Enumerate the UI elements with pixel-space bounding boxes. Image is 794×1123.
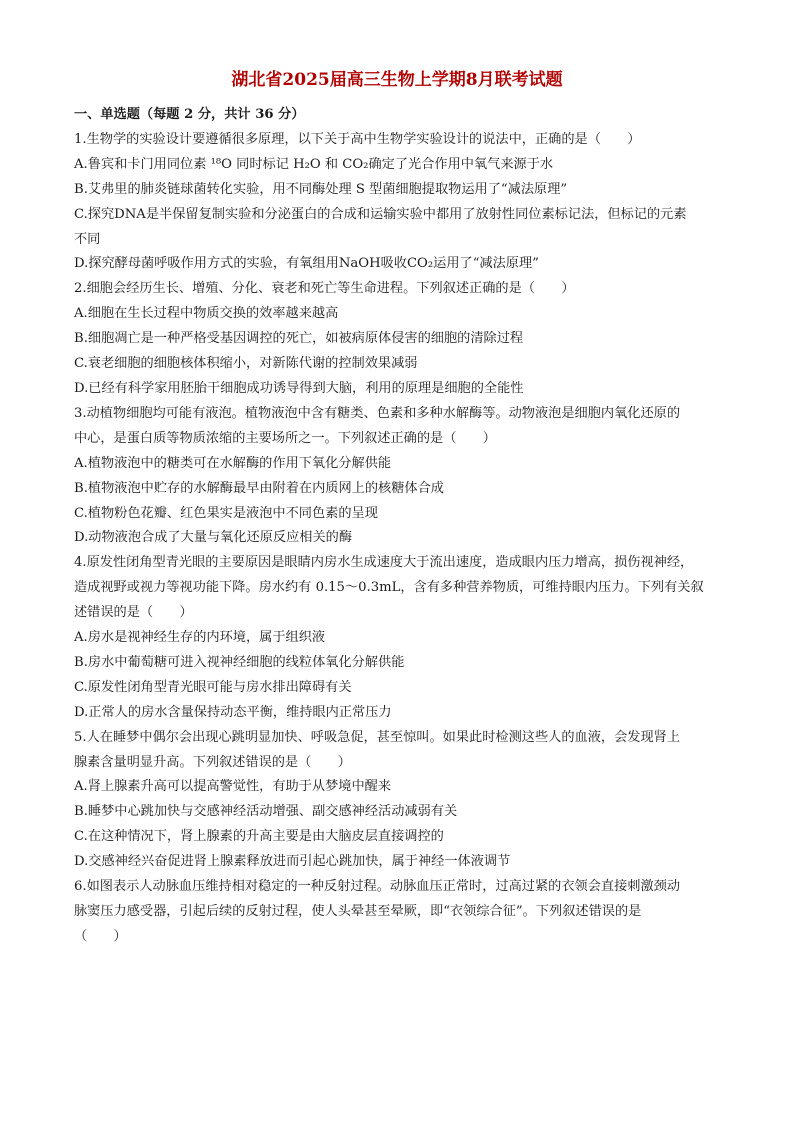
section-heading: 一、单选题（每题 2 分，共计 36 分） <box>74 107 305 122</box>
text-line: （ ） <box>74 928 127 944</box>
text-line: 述错误的是（ ） <box>74 605 193 621</box>
text-line: D.正常人的房水含量保持动态平衡，维持眼内正常压力 <box>74 704 392 720</box>
text-line: C.在这种情况下，肾上腺素的升高主要是由大脑皮层直接调控的 <box>74 829 444 845</box>
text-line: 不同 <box>74 231 101 247</box>
text-line: D.已经有科学家用胚胎干细胞成功诱导得到大脑，利用的原理是细胞的全能性 <box>74 380 524 396</box>
question-lines <box>74 128 724 950</box>
text-line: B.细胞凋亡是一种严格受基因调控的死亡，如被病原体侵害的细胞的清除过程 <box>74 331 524 347</box>
text-line: D.探究酵母菌呼吸作用方式的实验，有氧组用NaOH吸收CO₂运用了“减法原理” <box>74 256 539 272</box>
text-line: C.探究DNA是半保留复制实验和分泌蛋白的合成和运输实验中都用了放射性同位素标记法，但标记的元素 <box>74 206 687 222</box>
question-content <box>74 103 724 950</box>
text-line: A.鲁宾和卡门用同位素 ¹⁸O 同时标记 H₂O 和 CO₂确定了光合作用中氧气来源于水 <box>74 156 554 172</box>
text-line: B.植物液泡中贮存的水解酶最早由附着在内质网上的核糖体合成 <box>74 480 444 496</box>
text-line: B.艾弗里的肺炎链球菌转化实验，用不同酶处理 S 型菌细胞提取物运用了“减法原理” <box>74 181 568 197</box>
text-line: 脉窦压力感受器，引起后续的反射过程，使人头晕甚至晕厥，即“衣领综合征”。下列叙述错误的是 <box>74 904 642 919</box>
text-line: 腺素含量明显升高。下列叙述错误的是（ ） <box>74 754 351 770</box>
text-line: B.睡梦中心跳加快与交感神经活动增强、副交感神经活动减弱有关 <box>74 804 458 820</box>
text-line: A.肾上腺素升高可以提高警觉性，有助于从梦境中醒来 <box>74 779 392 795</box>
text-line: 3.动植物细胞均可能有液泡。植物液泡中含有糖类、色素和多种水解酶等。动物液泡是细胞内氧化还原的 <box>74 405 681 421</box>
text-line: 造成视野或视力等视功能下降。房水约有 0.15～0.3mL，含有多种营养物质，可维持眼内压力。下列有关叙 <box>74 580 704 596</box>
text-line: A.房水是视神经生存的内环境，属于组织液 <box>74 630 326 646</box>
text-line: D.动物液泡合成了大量与氧化还原反应相关的酶 <box>74 530 353 546</box>
text-line: C.植物粉色花瓣、红色果实是液泡中不同色素的呈现 <box>74 505 378 521</box>
text-line: C.原发性闭角型青光眼可能与房水排出障碍有关 <box>74 679 352 695</box>
text-line: A.细胞在生长过程中物质交换的效率越来越高 <box>74 306 339 322</box>
text-line: 5.人在睡梦中偶尔会出现心跳明显加快、呼吸急促，甚至惊叫。如果此时检测这些人的血液，会发现肾上 <box>74 729 681 745</box>
text-line: 6.如图表示人动脉血压维持相对稳定的一种反射过程。动脉血压正常时，过高过紧的衣领会直接刺激颈动 <box>74 879 681 895</box>
text-line: C.衰老细胞的细胞核体积缩小，对新陈代谢的控制效果减弱 <box>74 356 418 372</box>
text-line: D.交感神经兴奋促进肾上腺素释放进而引起心跳加快，属于神经一体液调节 <box>74 854 511 870</box>
text-line: 中心，是蛋白质等物质浓缩的主要场所之一。下列叙述正确的是（ ） <box>74 430 496 446</box>
page-title: 湖北省2025届高三生物上学期8月联考试题 <box>231 70 563 90</box>
text-line: B.房水中葡萄糖可进入视神经细胞的线粒体氧化分解供能 <box>74 654 405 670</box>
text-line: 2.细胞会经历生长、增殖、分化、衰老和死亡等生命进程。下列叙述正确的是（ ） <box>74 281 575 297</box>
text-line: 1.生物学的实验设计要遵循很多原理，以下关于高中生物学实验设计的说法中，正确的是（ ） <box>74 131 641 147</box>
text-line: A.植物液泡中的糖类可在水解酶的作用下氧化分解供能 <box>74 455 392 471</box>
text-line: 4.原发性闭角型青光眼的主要原因是眼睛内房水生成速度大于流出速度，造成眼内压力增高，损伤视神经， <box>74 555 694 571</box>
